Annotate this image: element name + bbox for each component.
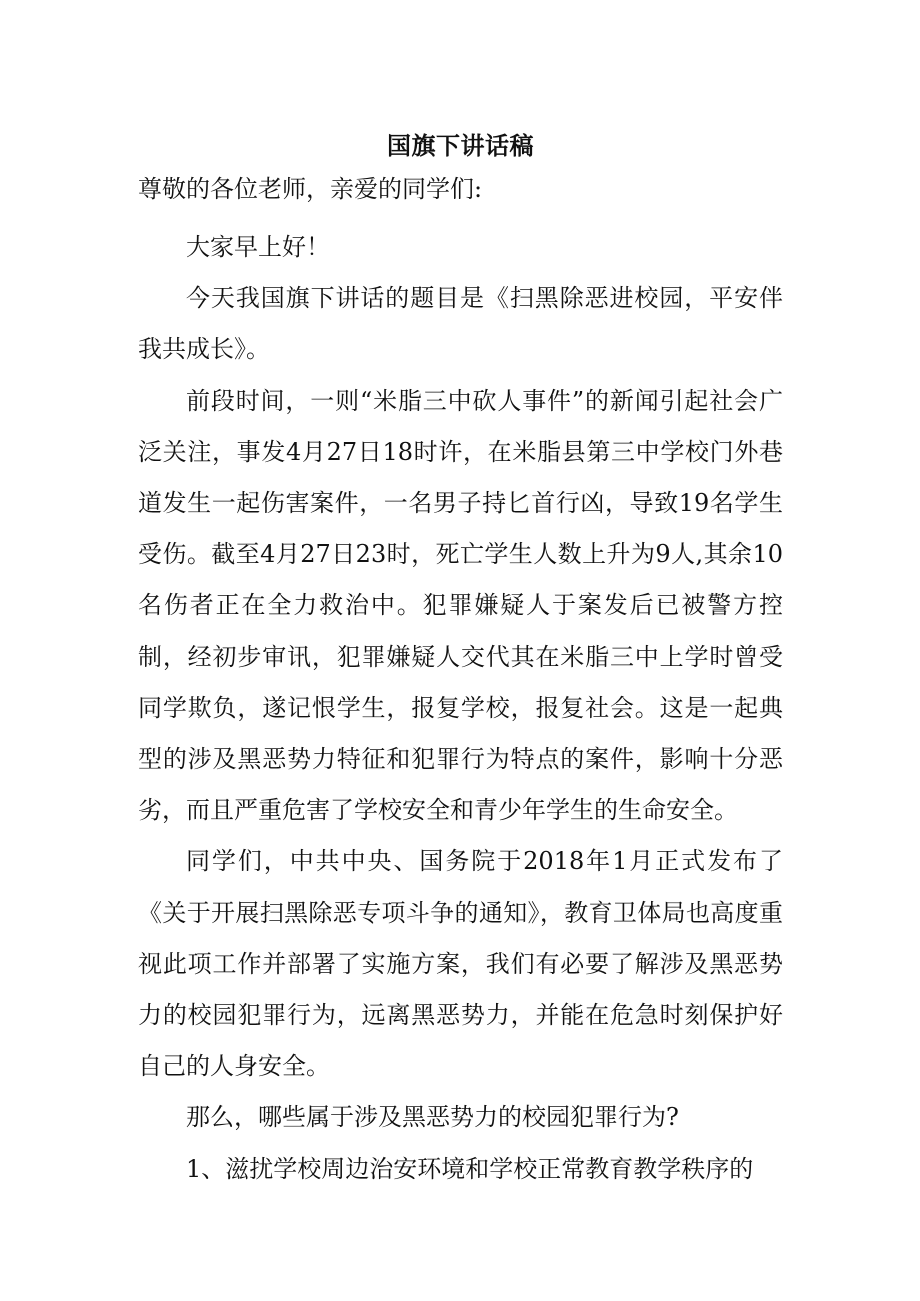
paragraph-topic: 今天我国旗下讲话的题目是《扫黑除恶进校园，平安伴我共成长》。 [138, 284, 783, 364]
document-title: 国旗下讲话稿 [387, 132, 534, 160]
paragraph-greeting: 大家早上好！ [186, 233, 330, 261]
paragraph-question: 那么，哪些属于涉及黑恶势力的校园犯罪行为? [186, 1103, 679, 1132]
salutation: 尊敬的各位老师，亲爱的同学们: [138, 175, 483, 203]
paragraph-incident: 前段时间，一则“米脂三中砍人事件”的新闻引起社会广泛关注，事发4月27日18时许，在米脂县第三中学校门外巷道发生一起伤害案件，一名男子持匕首行凶，导致19名学生受伤。截至4月27日23时，死亡学生人数上升为9人,其余10名伤者正在全力救治中。犯罪嫌疑人于案发后已被警方控制，经初步审讯，犯罪嫌疑人交代其在米脂三中上学时曾受同学欺负，遂记恨学生，报复学校，报复社会。这是一起典型的涉及黑恶势力特征和犯罪行为特点的案件，影响十分恶劣，而且严重危害了学校安全和青少年学生的生命安全。 [138, 386, 783, 825]
paragraph-notice: 同学们，中共中央、国务院于2018年1月正式发布了《关于开展扫黑除恶专项斗争的通知》，教育卫体局也高度重视此项工作并部署了实施方案，我们有必要了解涉及黑恶势力的校园犯罪行为，远离黑恶势力，并能在危急时刻保护好自己的人身安全。 [138, 847, 783, 1081]
paragraph-item-1: 1、滋扰学校周边治安环境和学校正常教育教学秩序的 [186, 1154, 754, 1183]
document-page [138, 128, 783, 1195]
